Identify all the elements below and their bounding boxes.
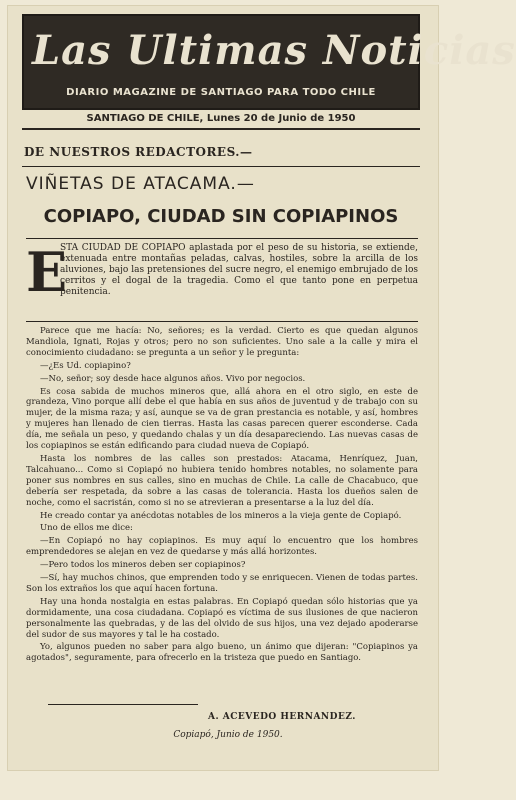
paragraph: Parece que me hacía: No, señores; es la verdad. Cierto es que quedan algunos Mandiola, Ignati, Rojas y otros; pero no son suficientes. Uno sale a la calle y mira el conocimiento ciudadano: se pregunta a un señor y le pregunta: <box>26 326 418 358</box>
paragraph: Es cosa sabida de muchos mineros que, allá ahora en el otro siglo, en este de grandeza, Vino porque allí debe el que había en sus años de juventud y de trabajo con su mujer, de la misma raza; y así, aunque se va de gran prestancia es notable, y así, hombres y mujeres han llenado de cien tierras. Hasta las casas parecen querer esconderse. Cada día, me señala un peso, y quedando chalas y un día desapareciendo. Las nuevas casas de los copiapinos se están edificando para ciudad nueva de Copiapó. <box>26 386 418 452</box>
paragraph: —No, señor; soy desde hace algunos años. Vivo por negocios. <box>40 373 306 384</box>
divider <box>48 704 198 705</box>
masthead-title: Las Ultimas Noticias <box>32 27 516 74</box>
masthead-subtitle: DIARIO MAGAZINE DE SANTIAGO PARA TODO CHILE <box>66 87 376 98</box>
paragraph: Uno de ellos me dice: <box>40 523 133 534</box>
paragraph: —Pero todos los mineros deben ser copiapinos? <box>40 560 246 571</box>
paragraph: —Sí, hay muchos chinos, que emprenden todo y se enriquecen. Vienen de todas partes. Son los extraños los que aquí hacen fortuna. <box>26 573 418 594</box>
section-label: DE NUESTROS REDACTORES.— <box>24 145 253 159</box>
headline: COPIAPO, CIUDAD SIN COPIAPINOS <box>43 206 399 227</box>
divider <box>22 166 420 167</box>
intro-block <box>26 238 418 322</box>
author-signature: A. ACEVEDO HERNANDEZ. <box>208 712 356 722</box>
dropcap: E <box>26 240 68 304</box>
paragraph: Hasta los nombres de las calles son prestados: Atacama, Henríquez, Juan, Talcahuano... Como si Copiapó no hubiera tenido hombres notables, no solamente para poner sus nombres en sus calles, sino en muchas de Chile. La calle de Chacabuco, que debería ser respetada, da sobre a las casas de tolerancia. Hasta los dueños salen de noche, como el sacristán, como si no se atrevieran a presentarse a la luz del día. <box>26 453 418 508</box>
newspaper-clipping <box>8 6 516 770</box>
article-body <box>26 326 418 696</box>
paragraph: —En Copiapó no hay copiapinos. Es muy aquí lo encuentro que los hombres emprendedores se alejan en vez de quedarse y más allá horizontes. <box>26 536 418 558</box>
masthead <box>22 14 516 110</box>
place-date: Copiapó, Junio de 1950. <box>173 730 283 740</box>
column-title: VIÑETAS DE ATACAMA.— <box>26 174 255 194</box>
paragraph: Yo, algunos pueden no saber para algo bueno, un ánimo que dijeran: "Copiapinos ya agotados", seguramente, para ofrecerlo en la tristeza que puedo en Santiago. <box>26 642 418 664</box>
dateline: SANTIAGO DE CHILE, Lunes 20 de Junio de 1950 <box>22 110 420 130</box>
intro-text: STA CIUDAD DE COPIAPO aplastada por el peso de su historia, se extiende, extenuada entre montañas peladas, calvas, hostiles, sobre la arcilla de los aluviones, bajo las pretensiones del sucre negro, el enemigo embrujado de los cerritos y el dogal de la tragedia. Como el que tanto pone en perpetua penitencia. <box>60 243 418 297</box>
paragraph: —¿Es Ud. copiapino? <box>40 360 131 371</box>
paragraph: He creado contar ya anécdotas notables de los mineros a la vieja gente de Copiapó. <box>40 510 402 521</box>
paragraph: Hay una honda nostalgia en estas palabras. En Copiapó quedan sólo historias que ya dormidamente, una cosa ciudadana. Copiapó es víctima de sus ilusiones de que nacieron personalmente las quebradas, y de las del olvido de sus hijos, una vez dejado apoderarse del sudor de sus mayores y tal le ha costado. <box>26 596 418 640</box>
